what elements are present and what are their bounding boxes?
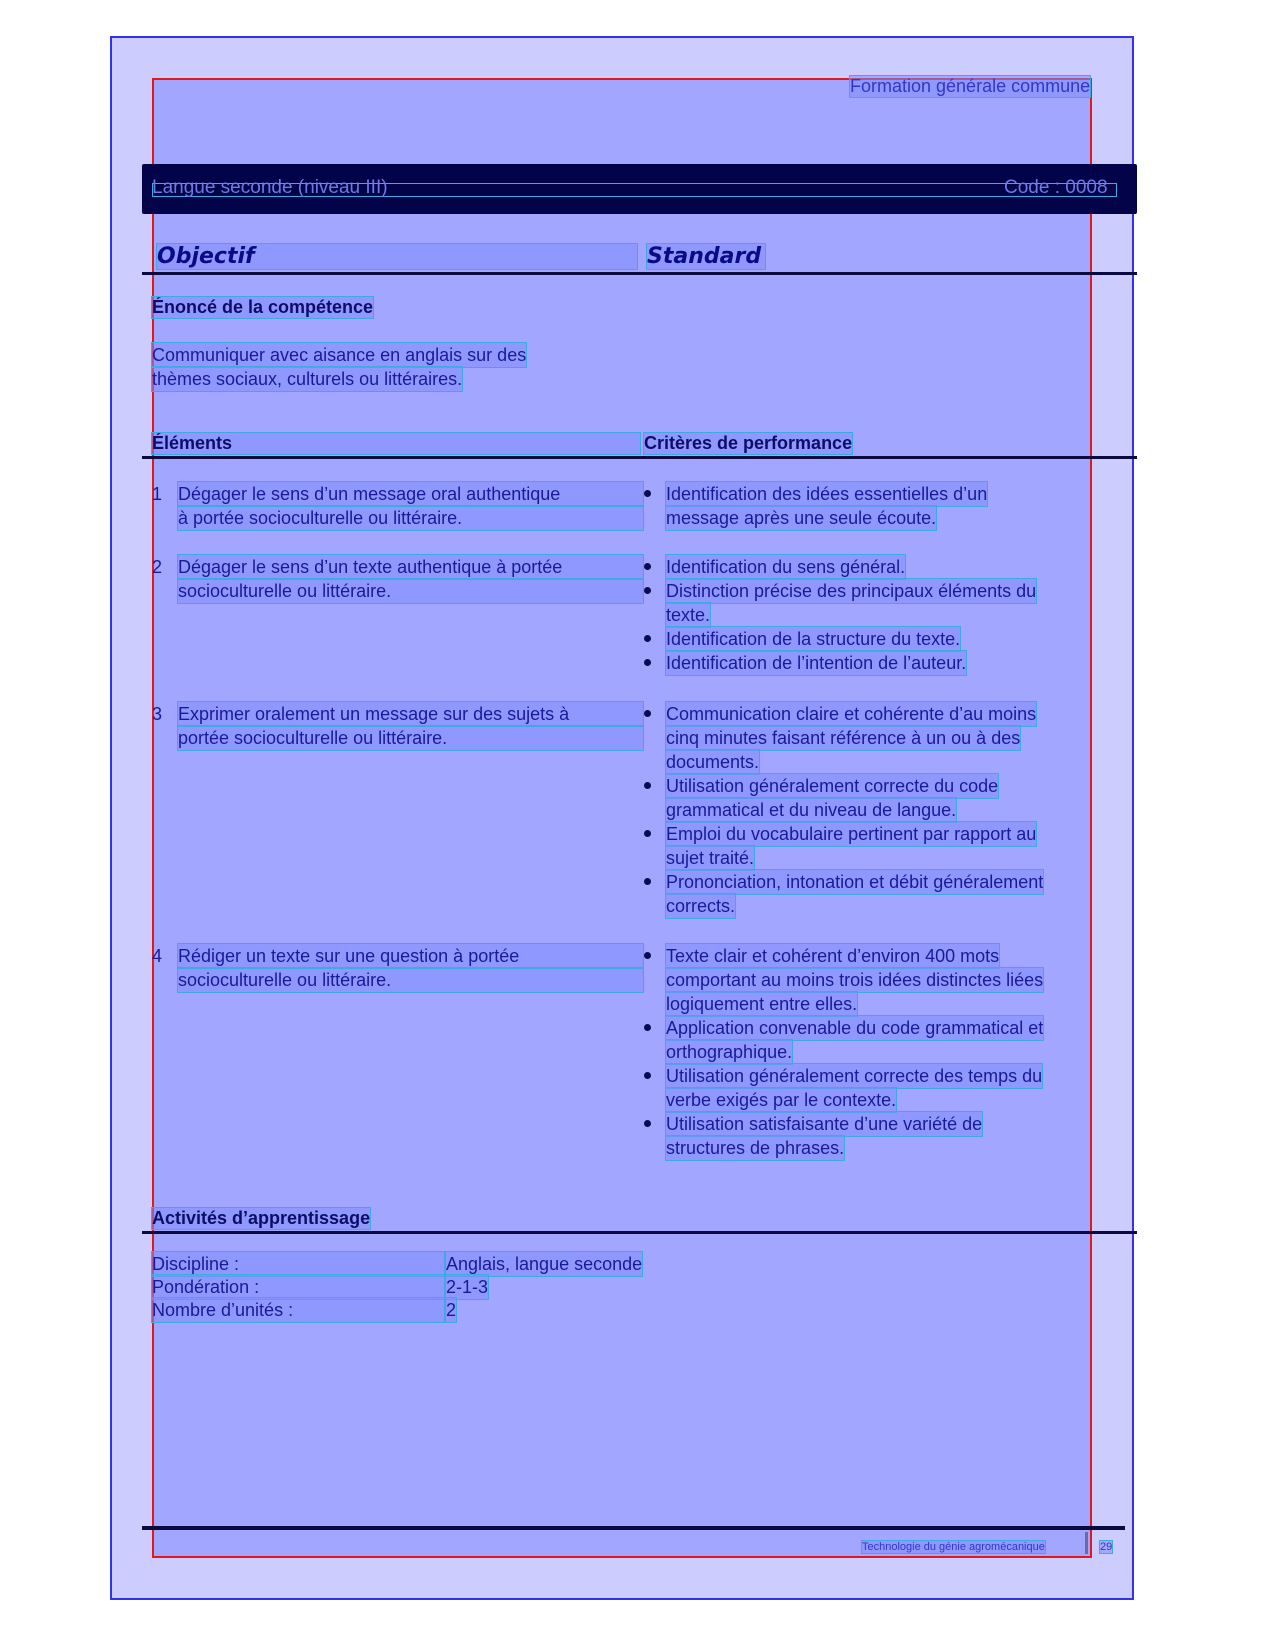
criterion-item [644, 944, 1043, 1016]
element-line: socioculturelle ou littéraire. [178, 579, 643, 603]
bullet-icon [644, 587, 651, 594]
discipline-label: Discipline : [152, 1252, 444, 1276]
activites-heading: Activités d’apprentissage [152, 1208, 371, 1228]
bullet-icon [644, 1072, 651, 1079]
element-line: Rédiger un texte sur une question à portée [178, 944, 643, 968]
course-code: Code : 0008 [1004, 177, 1108, 198]
criterion-item [644, 555, 1036, 579]
course-title: Langue seconde (niveau III) [152, 177, 388, 198]
criterion-line: texte. [666, 605, 711, 625]
criterion-line: orthographique. [666, 1042, 793, 1062]
bullet-icon [644, 563, 651, 570]
criterion-line: Utilisation généralement correcte du code [666, 776, 999, 796]
element-number: 1 [152, 484, 163, 504]
criteria-list [644, 944, 1043, 1160]
criteria-list [644, 482, 987, 530]
element-line: Exprimer oralement un message sur des sujets à [178, 702, 643, 726]
ponderation-label: Pondération : [152, 1275, 444, 1299]
element-line: Dégager le sens d’un message oral authentique [178, 482, 643, 506]
criterion-item [644, 702, 1043, 774]
competence-heading: Énoncé de la compétence [152, 297, 374, 317]
criterion-item [644, 627, 1036, 651]
criterion-line: Application convenable du code grammatical et [666, 1018, 1044, 1038]
criterion-line: sujet traité. [666, 848, 755, 868]
element-text [178, 702, 643, 750]
criterion-line: corrects. [666, 896, 736, 916]
element-line: socioculturelle ou littéraire. [178, 968, 643, 992]
bullet-icon [644, 1024, 651, 1031]
competence-statement [152, 343, 526, 391]
criterion-line: Utilisation généralement correcte des temps du [666, 1066, 1043, 1086]
criterion-item [644, 1112, 1043, 1160]
criterion-line: Utilisation satisfaisante d’une variété de [666, 1114, 983, 1134]
criterion-line: message après une seule écoute. [666, 508, 937, 528]
criterion-item [644, 579, 1036, 627]
bullet-icon [644, 830, 651, 837]
criterion-line: Identification des idées essentielles d’un [666, 484, 988, 504]
footer-program: Technologie du génie agromécanique [862, 1541, 1045, 1553]
bullet-icon [644, 878, 651, 885]
standard-heading: Standard [647, 244, 765, 269]
criterion-line: Communication claire et cohérente d’au moins [666, 704, 1037, 724]
elements-heading: Éléments [152, 433, 640, 454]
section-label: Formation générale commune [850, 76, 1091, 96]
bullet-icon [644, 490, 651, 497]
criterion-line: documents. [666, 752, 760, 772]
criterion-item [644, 822, 1043, 870]
criterion-item [644, 1064, 1043, 1112]
criterion-item [644, 870, 1043, 918]
element-line: à portée socioculturelle ou littéraire. [178, 506, 643, 530]
criteria-list [644, 555, 1036, 675]
criterion-line: cinq minutes faisant référence à un ou à des [666, 728, 1021, 748]
criterion-line: verbe exigés par le contexte. [666, 1090, 897, 1110]
criterion-line: Identification du sens général. [666, 557, 906, 577]
criterion-item [644, 651, 1036, 675]
criterion-line: Prononciation, intonation et débit généralement [666, 872, 1044, 892]
discipline-value: Anglais, langue seconde [446, 1254, 643, 1274]
criteres-heading: Critères de performance [644, 433, 853, 453]
header-rule [142, 272, 1137, 275]
criterion-line: grammatical et du niveau de langue. [666, 800, 957, 820]
objectif-heading: Objectif [157, 244, 637, 269]
bullet-icon [644, 635, 651, 642]
element-text [178, 944, 643, 992]
footer-rule [142, 1526, 1125, 1530]
unites-label: Nombre d’unités : [152, 1298, 444, 1322]
element-number: 4 [152, 946, 163, 966]
criterion-line: Distinction précise des principaux éléments du [666, 581, 1037, 601]
criterion-item [644, 774, 1043, 822]
bullet-icon [644, 782, 651, 789]
criterion-line: Identification de la structure du texte. [666, 629, 961, 649]
criterion-line: logiquement entre elles. [666, 994, 858, 1014]
ponderation-value: 2-1-3 [446, 1277, 489, 1297]
element-text [178, 482, 643, 530]
element-text [178, 555, 643, 603]
activites-rule [142, 1231, 1137, 1234]
bullet-icon [644, 952, 651, 959]
criteria-list [644, 702, 1043, 918]
competence-line: thèmes sociaux, culturels ou littéraires. [152, 369, 463, 389]
criterion-line: structures de phrases. [666, 1138, 845, 1158]
element-number: 2 [152, 557, 163, 577]
element-line: portée socioculturelle ou littéraire. [178, 726, 643, 750]
bullet-icon [644, 659, 651, 666]
criterion-line: Identification de l’intention de l’auteur. [666, 653, 967, 673]
page-number: 29 [1100, 1541, 1113, 1553]
criterion-item [644, 482, 987, 530]
criterion-item [644, 1016, 1043, 1064]
unites-value: 2 [446, 1300, 457, 1320]
bullet-icon [644, 1120, 651, 1127]
table-rule [142, 456, 1137, 459]
criterion-line: Texte clair et cohérent d’environ 400 mots [666, 946, 1000, 966]
competence-line: Communiquer avec aisance en anglais sur des [152, 345, 527, 365]
element-number: 3 [152, 704, 163, 724]
footer-divider [1085, 1532, 1088, 1554]
criterion-line: Emploi du vocabulaire pertinent par rapport au [666, 824, 1037, 844]
criterion-line: comportant au moins trois idées distinctes liées [666, 970, 1044, 990]
element-line: Dégager le sens d’un texte authentique à portée [178, 555, 643, 579]
bullet-icon [644, 710, 651, 717]
